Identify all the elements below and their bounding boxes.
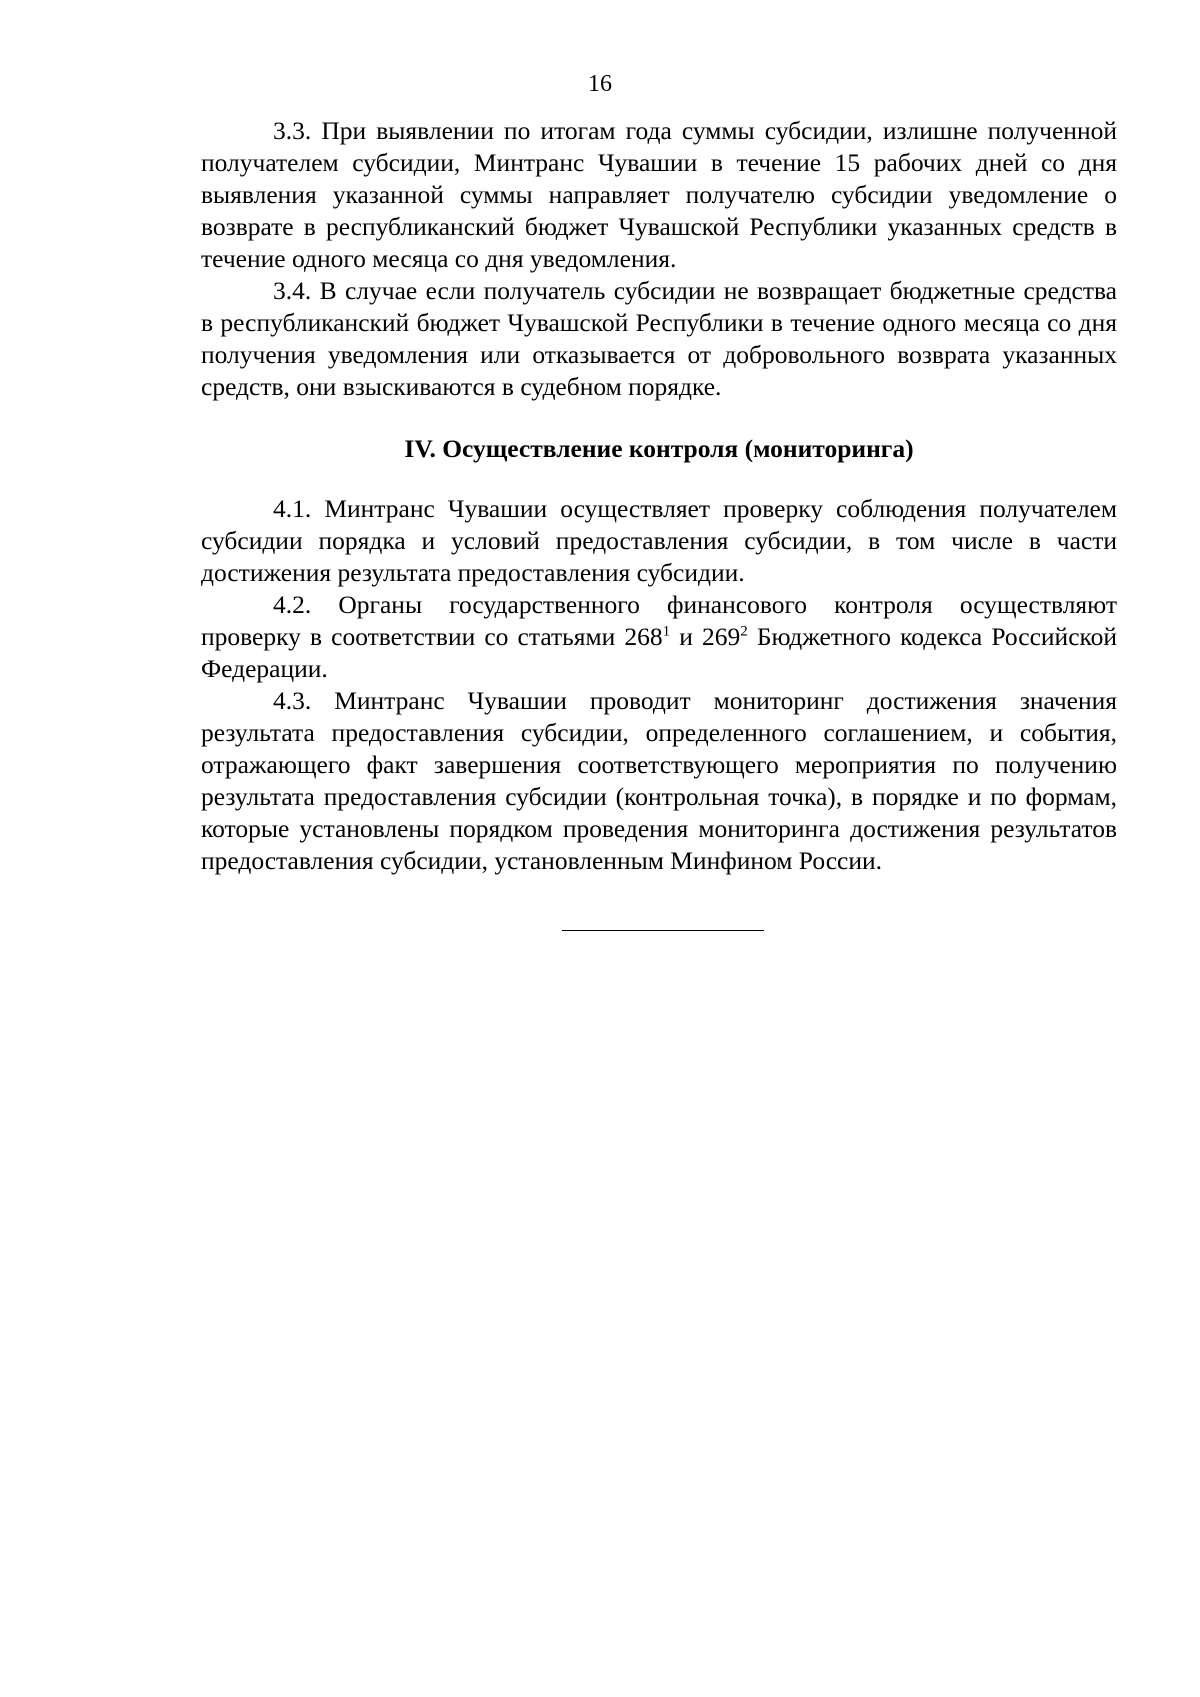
document-body xyxy=(201,115,1117,877)
footnote-superscript-1: 1 xyxy=(662,623,671,640)
paragraph-3-4: 3.4. В случае если получатель субсидии не возвращает бюджетные средства в республиканский бюджет Чувашской Республики в течение одного месяца со дня получения уведомления или отказывается от добровольного возврата указанных средств, они взыскиваются в судебном порядке. xyxy=(201,276,1117,401)
end-rule xyxy=(562,930,764,931)
paragraph-3-3: 3.3. При выявлении по итогам года суммы субсидии, излишне полученной получателем субсидии, Минтранс Чувашии в течение 15 рабочих дней со дня выявления указанной суммы направляет получателю субсидии уведомление о возврате в республиканский бюджет Чувашской Республики указанных средств в течение одного месяца со дня уведомления. xyxy=(201,116,1117,273)
paragraph-4-2-text-part2: и 269 xyxy=(670,622,741,651)
paragraph-4-3: 4.3. Минтранс Чувашии проводит мониторинг достижения значения результата предоставления субсидии, определенного соглашением, и события, отражающего факт завершения соответствующего мероприятия по получению результата предоставления субсидии (контрольная точка), в порядке и по формам, которые установлены порядком проведения мониторинга достижения результатов предоставления субсидии, установленным Минфином России. xyxy=(201,686,1117,875)
footnote-superscript-2: 2 xyxy=(740,623,748,640)
page-number: 16 xyxy=(588,71,612,97)
section-heading: IV. Осуществление контроля (мониторинга) xyxy=(404,434,914,463)
paragraph-4-1: 4.1. Минтранс Чувашии осуществляет проверку соблюдения получателем субсидии порядка и условий предоставления субсидии, в том числе в части достижения результата предоставления субсидии. xyxy=(201,494,1117,587)
paragraph-4-2-text-part1: 4.2. Органы государственного финансового контроля осуществляют проверку в соответствии со статьями 268 xyxy=(201,590,1117,651)
paragraph-4-2 xyxy=(201,589,1117,685)
paragraph-4-2-text-part3: Бюджетного кодекса Российской Федерации. xyxy=(201,622,1117,683)
